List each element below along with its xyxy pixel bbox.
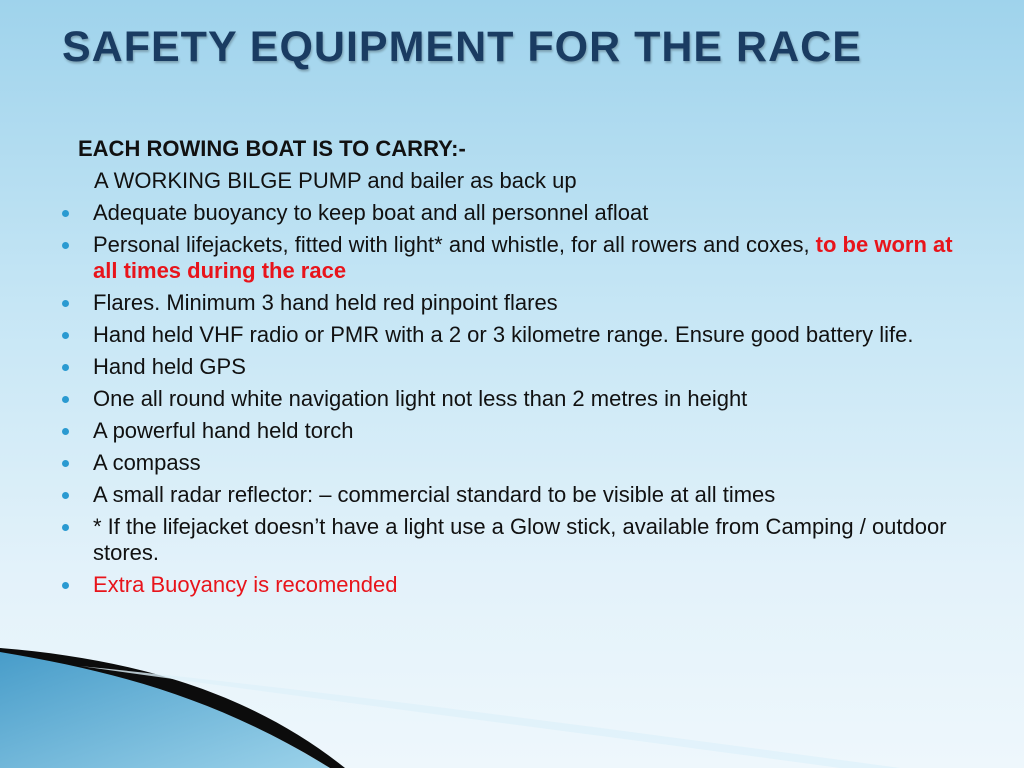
list-item-text: One all round white navigation light not less than 2 metres in height <box>93 386 748 411</box>
list-item-highlight: to be worn at all times during the race <box>93 232 953 283</box>
list-item <box>62 482 962 508</box>
list-item-text: Extra Buoyancy is recomended <box>93 572 398 597</box>
bullet-icon <box>62 210 69 217</box>
list-item <box>62 450 962 476</box>
bullet-icon <box>62 364 69 371</box>
list-item <box>62 232 962 284</box>
list-item-text: A powerful hand held torch <box>93 418 354 443</box>
bullet-icon <box>62 332 69 339</box>
bullet-icon <box>62 242 69 249</box>
list-item <box>62 572 962 598</box>
bullet-icon <box>62 396 69 403</box>
list-item <box>62 418 962 444</box>
slide-title: SAFETY EQUIPMENT FOR THE RACE <box>62 23 862 71</box>
bullet-icon <box>62 428 69 435</box>
bullet-icon <box>62 300 69 307</box>
bullet-icon <box>62 460 69 467</box>
equipment-list <box>62 200 962 598</box>
slide-content <box>62 136 962 604</box>
list-item-text: * If the lifejacket doesn’t have a light use a Glow stick, available from Camping / outdoor stores. <box>93 514 947 565</box>
list-item-text: Personal lifejackets, fitted with light* and whistle, for all rowers and coxes, <box>93 232 816 257</box>
list-item-text: A small radar reflector: – commercial standard to be visible at all times <box>93 482 776 507</box>
list-item <box>62 514 962 566</box>
list-item <box>62 386 962 412</box>
list-item-text: Flares. Minimum 3 hand held red pinpoint flares <box>93 290 558 315</box>
bullet-icon <box>62 492 69 499</box>
list-item <box>62 290 962 316</box>
list-item <box>62 354 962 380</box>
bullet-icon <box>62 524 69 531</box>
list-item-text: Adequate buoyancy to keep boat and all personnel afloat <box>93 200 649 225</box>
list-item-text: A compass <box>93 450 201 475</box>
list-item-text: Hand held VHF radio or PMR with a 2 or 3 kilometre range. Ensure good battery life. <box>93 322 914 347</box>
intro-heading: EACH ROWING BOAT IS TO CARRY:- <box>78 136 466 161</box>
list-item-text: Hand held GPS <box>93 354 246 379</box>
list-item <box>62 200 962 226</box>
bullet-icon <box>62 582 69 589</box>
list-item <box>62 322 962 348</box>
bilge-pump-line: A WORKING BILGE PUMP and bailer as back up <box>94 168 577 193</box>
